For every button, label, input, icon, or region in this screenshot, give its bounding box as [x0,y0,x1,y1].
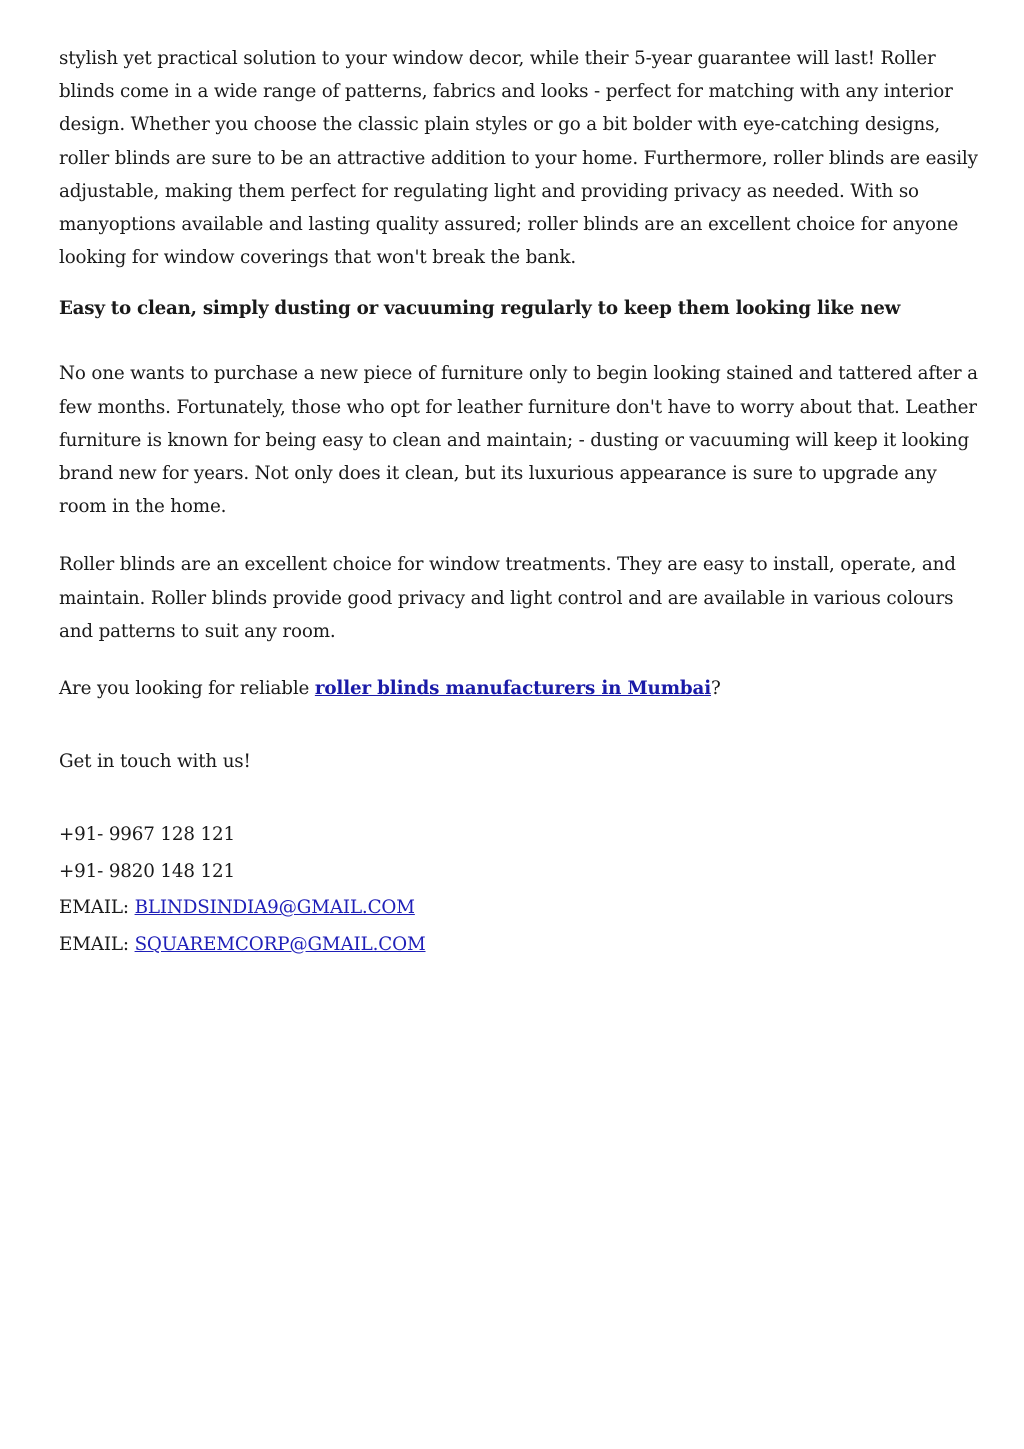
contact-block [59,817,979,963]
phone-number-1: +91- 9967 128 121 [59,824,235,846]
email-label-2: EMAIL: [59,933,135,955]
email-line-1 [59,890,979,927]
document-page [59,42,979,963]
intro-paragraph: stylish yet practical solution to your window decor, while their 5-year guarantee will last! Roller blinds come in a wide range of patterns, fabrics and looks - perfect for matching with any interior design. Whether you choose the classic plain styles or go a bit bolder with eye-catching designs, roller blinds are sure to be an attractive addition to your home. Furthermore, roller blinds are easily adjustable, making them perfect for regulating light and providing privacy as needed. With so manyoptions available and lasting quality assured; roller blinds are an excellent choice for anyone looking for window coverings that won't break the bank. [59,48,978,269]
section-heading: Easy to clean, simply dusting or vacuuming regularly to keep them looking like new [59,298,901,320]
cta-prefix: Are you looking for reliable [59,678,315,700]
cleaning-paragraph: No one wants to purchase a new piece of furniture only to begin looking stained and tattered after a few months. Fortunately, those who opt for leather furniture don't have to worry about that. Leather furniture is known for being easy to clean and maintain; - dusting or vacuuming will keep it looking brand new for years. Not only does it clean, but its luxurious appearance is sure to upgrade any room in the home. [59,363,978,518]
roller-blinds-paragraph: Roller blinds are an excellent choice for window treatments. They are easy to install, operate, and maintain. Roller blinds provide good privacy and light control and are available in various colours and patterns to suit any room. [59,554,956,642]
cta-paragraph [59,672,979,705]
cta-suffix: ? [711,678,721,700]
get-in-touch-text: Get in touch with us! [59,751,251,773]
email-label-1: EMAIL: [59,897,135,919]
manufacturers-link[interactable]: roller blinds manufacturers in Mumbai [314,678,712,700]
email-link-blindsindia[interactable]: BLINDSINDIA9@GMAIL.COM [134,897,415,919]
phone-number-2: +91- 9820 148 121 [59,860,235,882]
email-line-2 [59,927,979,964]
email-link-squaremcorp[interactable]: SQUAREMCORP@GMAIL.COM [134,933,426,955]
